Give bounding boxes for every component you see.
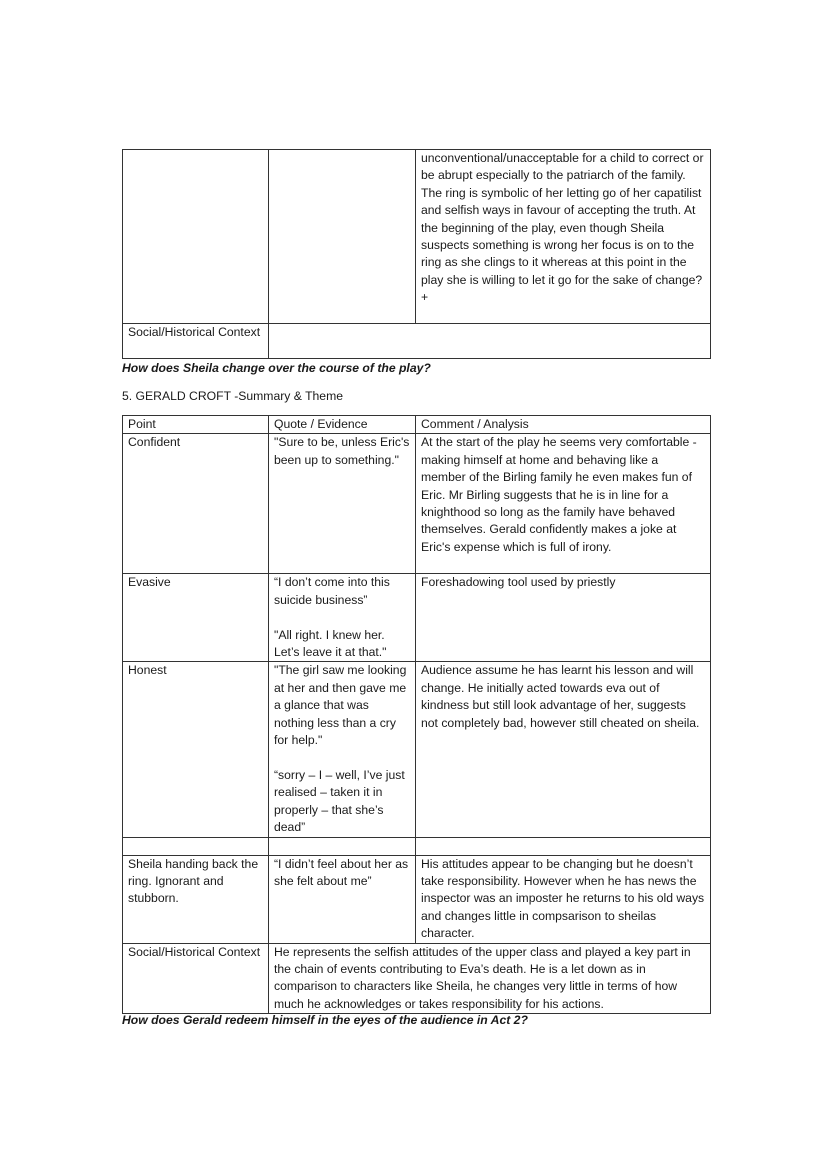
social-context-value: [269, 324, 711, 359]
quote-cell: "Sure to be, unless Eric's been up to something.": [269, 434, 416, 574]
quote-cell: “I didn’t feel about her as she felt about me”: [269, 855, 416, 943]
question-gerald: How does Gerald redeem himself in the eyes of the audience in Act 2?: [122, 1013, 528, 1027]
quote-cell: [269, 837, 416, 855]
point-cell: [123, 150, 269, 324]
point-cell: Sheila handing back the ring. Ignorant and stubborn.: [123, 855, 269, 943]
quote-cell: "The girl saw me looking at her and then gave me a glance that was nothing less than a cry for help." “sorry – I – well, I’ve just realised – taken it in properly – that she’s dead”: [269, 662, 416, 837]
quote-cell: [269, 150, 416, 324]
point-cell: [123, 837, 269, 855]
comment-cell: Audience assume he has learnt his lesson and will change. He initially acted towards eva out of kindness but still look advantage of her, suggests not completely bad, however still cheated on sheila.: [416, 662, 711, 837]
social-context-row: [123, 943, 711, 1014]
social-context-label: Social/Historical Context: [123, 324, 269, 359]
header-comment: Comment / Analysis: [416, 416, 711, 434]
header-point: Point: [123, 416, 269, 434]
social-context-value: He represents the selfish attitudes of the upper class and played a key part in the chain of events contributing to Eva’s death. He is a let down as in comparison to characters like Sheila, he changes very little in terms of how much he acknowledges or takes responsibility for his actions.: [269, 943, 711, 1014]
point-cell: Confident: [123, 434, 269, 574]
point-cell: Honest: [123, 662, 269, 837]
table-row: [123, 434, 711, 574]
comment-cell: unconventional/unacceptable for a child to correct or be abrupt especially to the patriarch of the family. The ring is symbolic of her letting go of her capatilist and selfish ways in favour of accepting the truth. At the beginning of the play, even though Sheila suspects something is wrong her focus is on to the ring as she clings to it whereas at this point in the play she is willing to let it go for the sake of change?+: [416, 150, 711, 324]
question-sheila: How does Sheila change over the course of the play?: [122, 361, 431, 375]
header-row: [123, 416, 711, 434]
table-row: [123, 855, 711, 943]
sheila-analysis-table: [122, 149, 711, 359]
header-quote: Quote / Evidence: [269, 416, 416, 434]
table-row: [123, 150, 711, 324]
gerald-analysis-table: [122, 415, 711, 1014]
table-row: [123, 574, 711, 662]
comment-cell: [416, 837, 711, 855]
table-row: [123, 837, 711, 855]
point-cell: Evasive: [123, 574, 269, 662]
section-heading: 5. GERALD CROFT -Summary & Theme: [122, 389, 344, 403]
table-row: [123, 662, 711, 837]
comment-cell: At the start of the play he seems very comfortable - making himself at home and behaving like a member of the Birling family he even makes fun of Eric. Mr Birling suggests that he is in line for a knighthood so long as the family have behaved themselves. Gerald confidently makes a joke at Eric's expense which is full of irony.: [416, 434, 711, 574]
social-context-label: Social/Historical Context: [123, 943, 269, 1014]
quote-cell: “I don’t come into this suicide business” "All right. I knew her. Let’s leave it at that.": [269, 574, 416, 662]
comment-cell: His attitudes appear to be changing but he doesn’t take responsibility. However when he has news the inspector was an imposter he returns to his old ways and changes little in compsarison to sheilas character.: [416, 855, 711, 943]
social-context-row: [123, 324, 711, 359]
comment-cell: Foreshadowing tool used by priestly: [416, 574, 711, 662]
